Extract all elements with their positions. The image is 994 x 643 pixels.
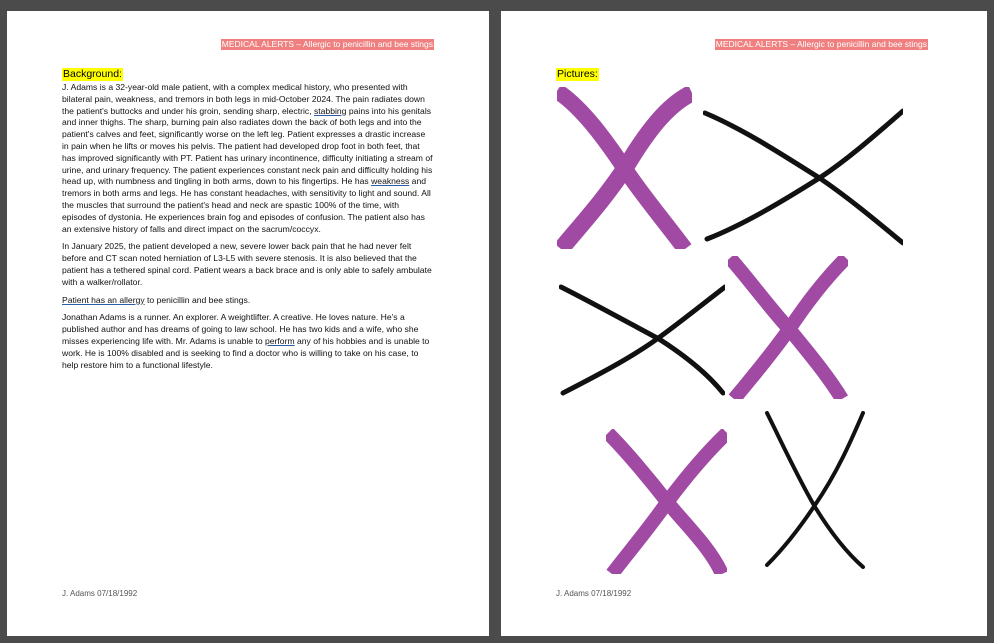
picture-purple-x-2[interactable]	[728, 256, 848, 399]
paragraph-2: In January 2025, the patient developed a new, severe lower back pain that he had never felt before and CT scan noted herniation of L3-L5 with severe stenosis. It is also believed that the patient has a tethered spinal cord. Patient wears a back brace and is only able to safely ambulate with a walker/rollator.	[62, 241, 432, 287]
medical-alert-header: MEDICAL ALERTS – Allergic to penicillin and bee stings	[221, 39, 433, 49]
page-footer: J. Adams 07/18/1992	[62, 589, 138, 598]
paragraph-4: Jonathan Adams is a runner. An explorer. A weightlifter. A creative. He loves nature. He's a published author and has dreams of going to law school. He has two kids and a wife, who she misses experiencing life with. Mr. Adams is unable to perform any of his hobbies and is unable to work. He is 100% disabled and is seeking to find a doctor who is willing to take on his case, to help restore him to a functional lifestyle.	[62, 312, 430, 370]
page-footer: J. Adams 07/18/1992	[556, 589, 632, 598]
paragraph-3: Patient has an allergy to penicillin and bee stings.	[62, 294, 251, 305]
picture-black-x-1[interactable]	[703, 107, 903, 249]
medical-alert-header: MEDICAL ALERTS – Allergic to penicillin and bee stings	[715, 39, 927, 49]
pictures-heading: Pictures:	[557, 68, 598, 80]
document-page-1	[7, 11, 489, 636]
background-body	[62, 82, 434, 377]
paragraph-1: J. Adams is a 32-year-old male patient, with a complex medical history, who presented with bilateral pain, weakness, and tremors in both legs in mid-October 2024. The pain radiates down the patient's buttocks and under his groin, sending sharp, electric, stabbing pains into his genitals and inner thighs. The sharp, burning pain also radiates down the back of both legs and into the patient's calves and feet, significantly worse on the left leg. Patient expresses a drastic increase in pain when he lifts or moves his pelvis. The patient had developed drop foot in both feet, that has improved significantly with PT. Patient has urinary incontinence, difficulty initiating a stream of urine, and urinary frequency. The patient experiences constant neck pain and difficulty holding his head up, with numbness and tingling in both arms, down to his fingertips. He has weakness and tremors in both arms and legs. He has constant headaches, with sensitivity to light and sound. All the muscles that surround the patient's head and neck are spastic 100% of the time, with episodes of dystonia. He experiences brain fog and episodes of confusion. The patient also has an extensive history of falls and direct impact on the sacrum/coccyx.	[62, 82, 433, 234]
background-heading: Background:	[63, 68, 122, 80]
picture-black-x-2[interactable]	[559, 283, 725, 399]
picture-black-x-3[interactable]	[763, 411, 867, 569]
picture-purple-x-3[interactable]	[606, 429, 727, 574]
picture-purple-x-1[interactable]	[557, 87, 692, 249]
document-page-2	[501, 11, 987, 636]
